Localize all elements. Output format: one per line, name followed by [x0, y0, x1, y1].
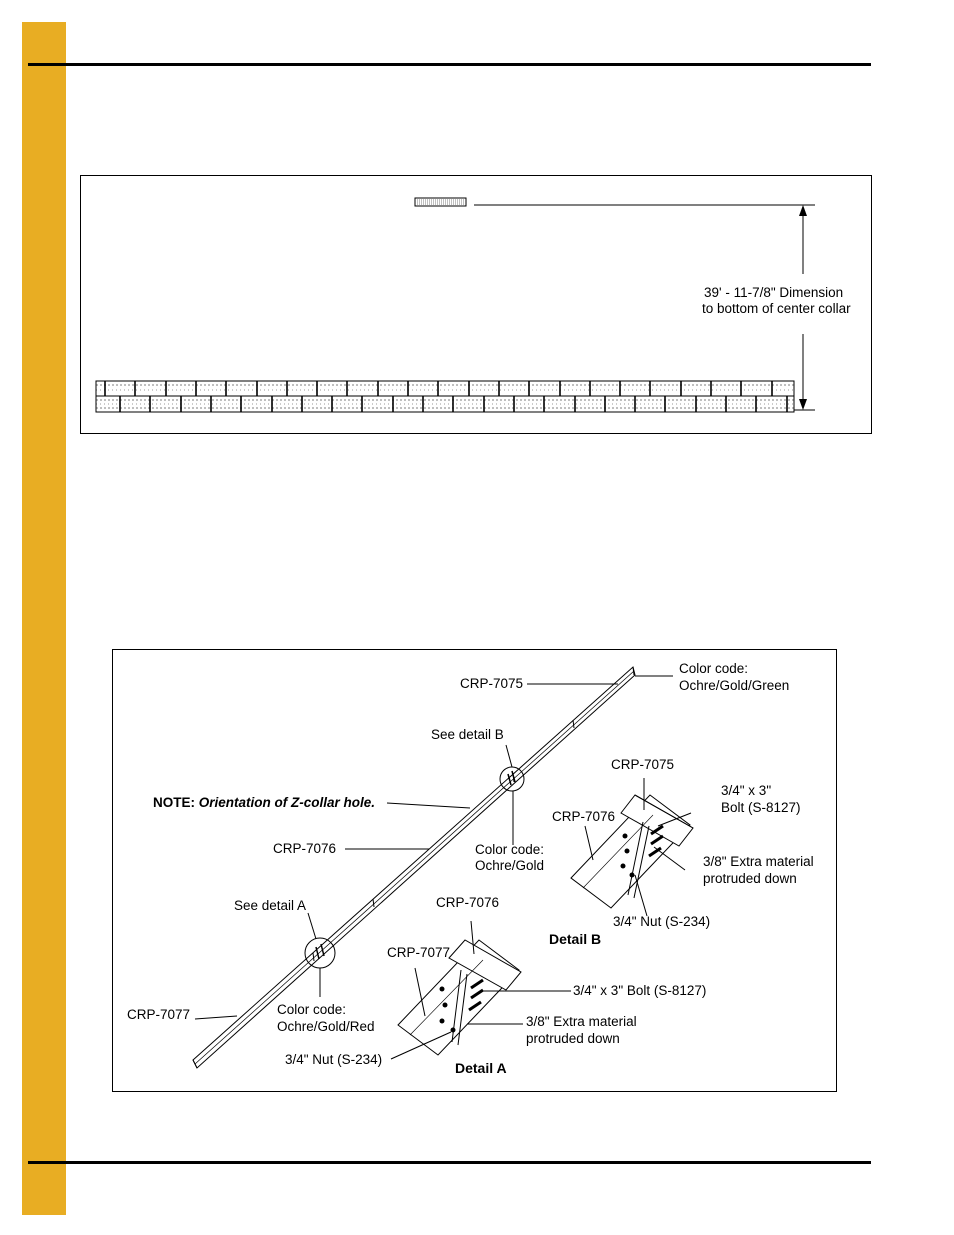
label-color-green-line1: Color code:	[679, 661, 749, 676]
header-rule	[28, 63, 871, 66]
label-crp7076-mid: CRP-7076	[273, 841, 337, 856]
label-crp7075-top: CRP-7075	[460, 676, 524, 691]
side-tab	[22, 22, 66, 1215]
label-see-detail-b: See detail B	[431, 727, 504, 742]
detail-b-bolt-line2: Bolt (S-8127)	[721, 800, 801, 815]
note-label: NOTE:	[153, 795, 195, 810]
label-color-green-line2: Ochre/Gold/Green	[679, 678, 790, 693]
footer-rule	[28, 1161, 871, 1164]
detail-b-extra-line2: protruded down	[703, 871, 797, 886]
detail-a-bolt: 3/4" x 3" Bolt (S-8127)	[573, 983, 707, 998]
dimension-label-line2: to bottom of center collar	[702, 301, 851, 316]
label-color-gold-line2: Ochre/Gold	[475, 858, 545, 873]
detail-a-extra-line1: 3/8" Extra material	[526, 1014, 637, 1029]
label-see-detail-a: See detail A	[234, 898, 307, 913]
detail-b-part-upper: CRP-7075	[611, 757, 675, 772]
note-text: Orientation of Z-collar hole.	[198, 795, 376, 810]
label-crp7077-left: CRP-7077	[127, 1007, 191, 1022]
detail-b-bolt-line1: 3/4" x 3"	[721, 783, 772, 798]
detail-a-title: Detail A	[455, 1060, 507, 1076]
detail-b-extra-line1: 3/8" Extra material	[703, 854, 814, 869]
center-collar	[415, 198, 466, 206]
note	[153, 795, 375, 811]
detail-a-nut: 3/4" Nut (S-234)	[285, 1052, 383, 1067]
label-color-gold-line1: Color code:	[475, 842, 545, 857]
figure-rafter-assembly	[112, 649, 837, 1092]
detail-b-part-lower: CRP-7076	[552, 809, 616, 824]
label-color-red-line1: Color code:	[277, 1002, 347, 1017]
detail-a-part-lower: CRP-7077	[387, 945, 451, 960]
detail-b-drawing	[571, 778, 693, 916]
bin-wall	[96, 381, 794, 412]
detail-a-extra-line2: protruded down	[526, 1031, 620, 1046]
label-color-red-line2: Ochre/Gold/Red	[277, 1019, 375, 1034]
detail-b-title: Detail B	[549, 931, 602, 947]
detail-a-part-upper: CRP-7076	[436, 895, 500, 910]
dimension-label-line1: 39' - 11-7/8" Dimension	[704, 285, 844, 300]
figure-elevation	[80, 175, 872, 434]
detail-b-nut: 3/4" Nut (S-234)	[613, 914, 711, 929]
